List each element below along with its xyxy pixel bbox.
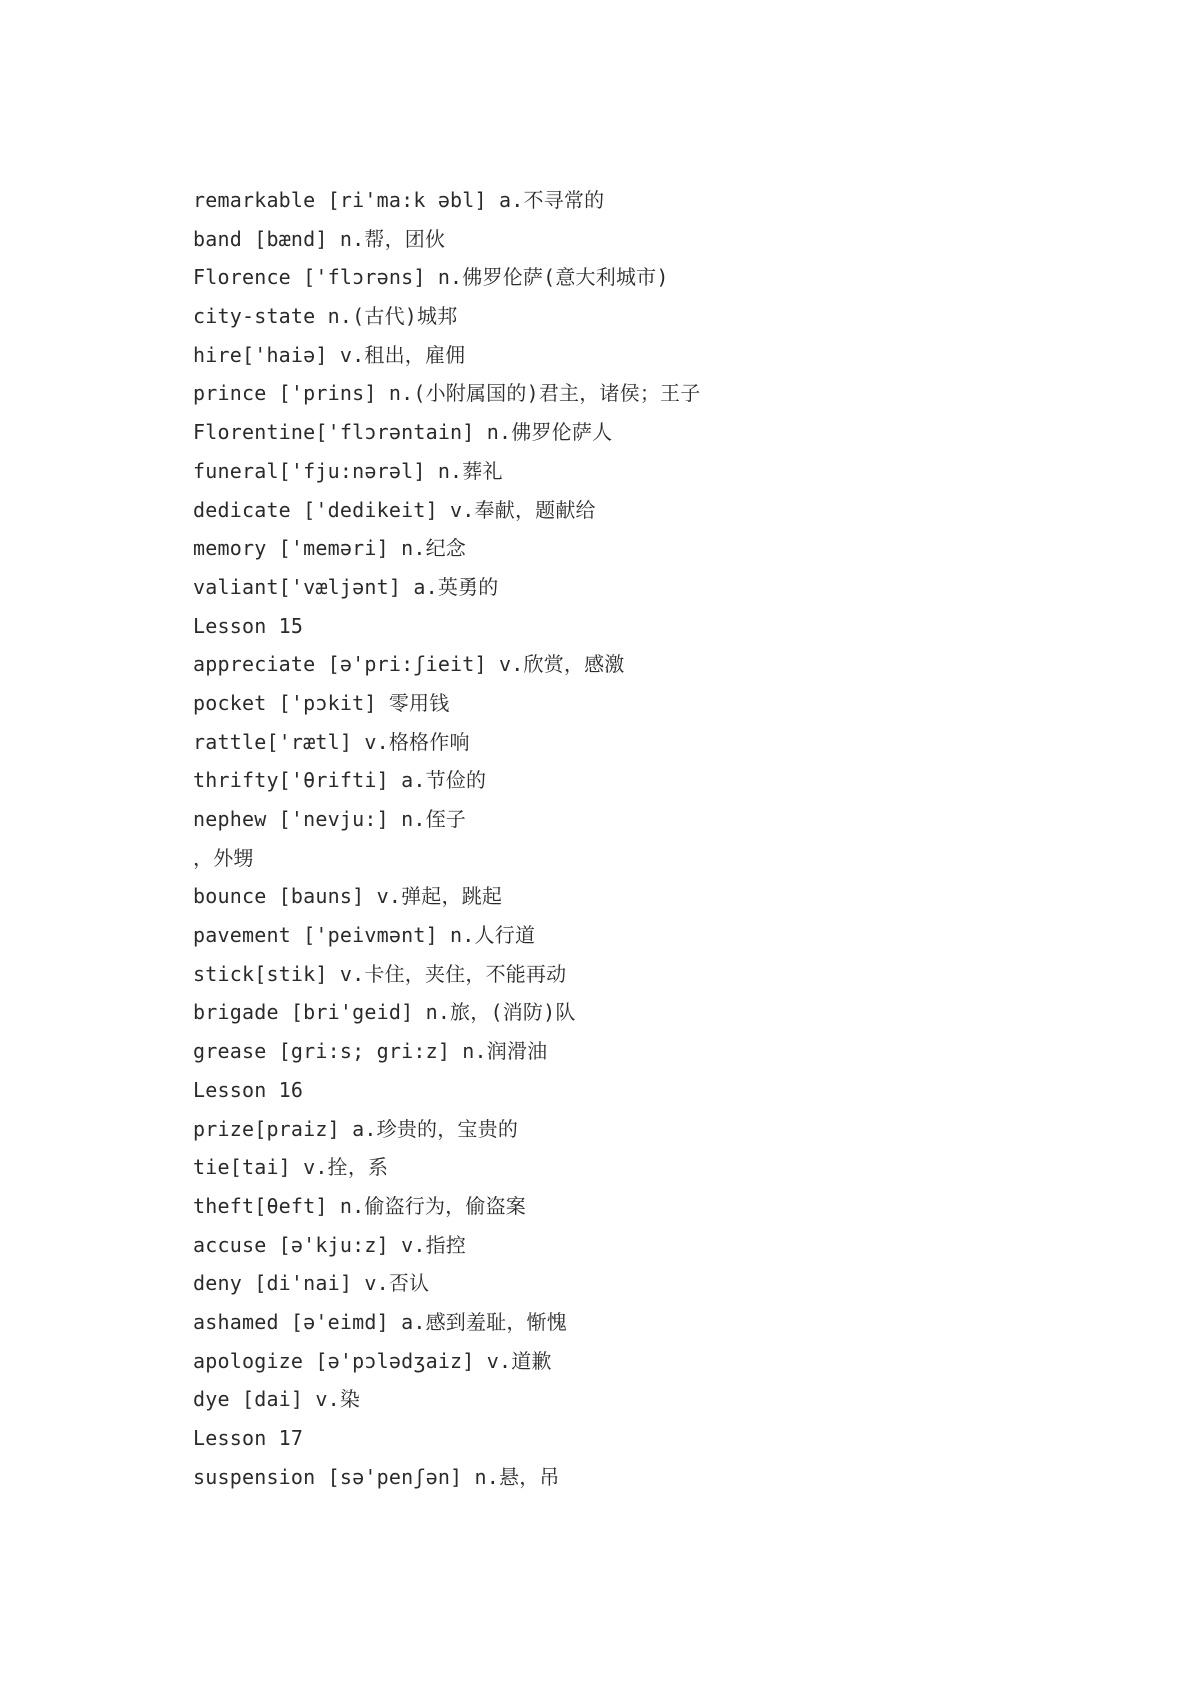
- vocab-entry-nephew-continued: ，外甥: [193, 845, 254, 870]
- vocab-entry-deny: deny [di'nai] v.否认: [193, 1271, 430, 1296]
- vocab-entry-prize: prize[praiz] a.珍贵的，宝贵的: [193, 1116, 519, 1141]
- vocab-entry-rattle: rattle['rætl] v.格格作响: [193, 729, 470, 754]
- vocabulary-list: [193, 181, 700, 1496]
- vocab-entry-appreciate: appreciate [ə'pri:ʃieit] v.欣赏，感激: [193, 652, 625, 677]
- lesson-heading-15: Lesson 15: [193, 613, 304, 638]
- vocab-entry-suspension: suspension [sə'penʃən] n.悬，吊: [193, 1464, 560, 1489]
- vocab-entry-dye: dye [dai] v.染: [193, 1387, 361, 1412]
- vocab-entry-pocket: pocket ['pɔkit] 零用钱: [193, 690, 450, 715]
- vocab-entry-memory: memory ['meməri] n.纪念: [193, 536, 466, 561]
- vocab-entry-pavement: pavement ['peivmənt] n.人行道: [193, 923, 536, 948]
- lesson-heading-17: Lesson 17: [193, 1426, 304, 1450]
- vocab-entry-prince: prince ['prins] n.(小附属国的)君主，诸侯；王子: [193, 381, 701, 406]
- vocab-entry-city-state: city-state n.(古代)城邦: [193, 304, 458, 329]
- vocab-entry-nephew: nephew ['nevju:] n.侄子: [193, 807, 466, 831]
- vocab-entry-remarkable: remarkable [ri'ma:k əbl] a.不寻常的: [193, 188, 605, 212]
- vocab-entry-florence: Florence ['flɔrəns] n.佛罗伦萨(意大利城市): [193, 265, 669, 290]
- vocab-entry-dedicate: dedicate ['dedikeit] v.奉献，题献给: [193, 497, 596, 522]
- vocab-entry-hire: hire['haiə] v.租出，雇佣: [193, 342, 466, 367]
- vocab-entry-brigade: brigade [bri'geid] n.旅，(消防)队: [193, 1000, 576, 1025]
- vocab-entry-accuse: accuse [ə'kju:z] v.指控: [193, 1232, 466, 1257]
- vocab-entry-apologize: apologize [ə'pɔlədʒaiz] v.道歉: [193, 1348, 552, 1373]
- vocab-entry-funeral: funeral['fju:nərəl] n.葬礼: [193, 458, 503, 483]
- vocab-entry-theft: theft[θeft] n.偷盗行为，偷盗案: [193, 1193, 526, 1218]
- vocab-entry-florentine: Florentine['flɔrəntain] n.佛罗伦萨人: [193, 420, 613, 445]
- vocab-entry-stick: stick[stik] v.卡住，夹住，不能再动: [193, 961, 567, 986]
- vocab-entry-thrifty: thrifty['θrifti] a.节俭的: [193, 768, 487, 793]
- vocab-entry-ashamed: ashamed [ə'eimd] a.感到羞耻，惭愧: [193, 1309, 567, 1334]
- vocab-entry-tie: tie[tai] v.拴，系: [193, 1155, 389, 1180]
- vocab-entry-grease: grease [gri:s; gri:z] n.润滑油: [193, 1039, 548, 1064]
- vocab-entry-bounce: bounce [bauns] v.弹起，跳起: [193, 884, 503, 909]
- vocab-entry-band: band [bænd] n.帮，团伙: [193, 226, 446, 251]
- vocab-entry-valiant: valiant['væljənt] a.英勇的: [193, 574, 499, 599]
- lesson-heading-16: Lesson 16: [193, 1077, 304, 1102]
